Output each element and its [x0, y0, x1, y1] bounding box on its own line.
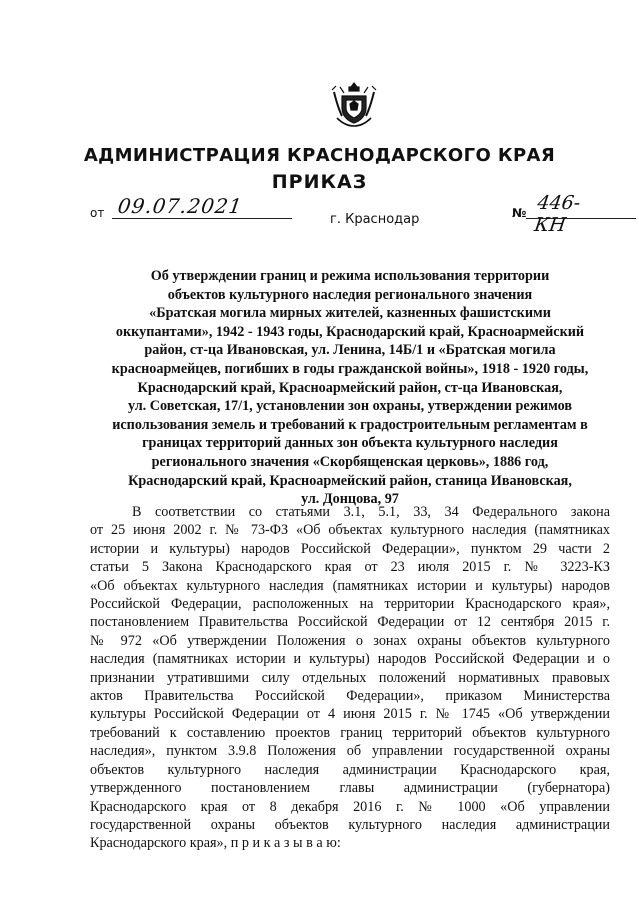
city-name: г. Краснодар	[330, 212, 420, 227]
body-line: Российской Федерации, расположенных на территории Краснодарского края»,	[90, 596, 610, 613]
body-line: утвержденного постановлением главы администрации (губернатора)	[90, 780, 610, 797]
title-line: использования земель и требований к градостроительным регламентам в	[112, 416, 588, 433]
organization-name: АДМИНИСТРАЦИЯ КРАСНОДАРСКОГО КРАЯ	[83, 145, 556, 166]
title-line: район, ст-ца Ивановская, ул. Ленина, 14Б/1 и «Братская могила	[144, 342, 556, 359]
date-number-row	[90, 192, 582, 236]
body-line: № 972 «Об утверждении Положения о зонах охраны объектов культурного	[90, 632, 610, 649]
body-line: от 25 июня 2002 г. № 73-ФЗ «Об объектах культурного наследия (памятниках	[90, 522, 610, 539]
body-line: актов Правительства Российской Федерации», приказом Министерства	[90, 688, 610, 705]
body-line: государственной охраны объектов культурного наследия администрации	[90, 816, 610, 833]
body-line: В соответствии со статьями 3.1, 5.1, 33, 34 Федерального закона	[132, 504, 610, 520]
document-type: ПРИКАЗ	[271, 171, 368, 193]
date-underline	[112, 218, 292, 219]
title-line: ул. Советская, 17/1, установлении зон охраны, утверждении режимов	[127, 398, 573, 415]
title-line: Об утверждении границ и режима использования территории	[150, 268, 550, 284]
body-line: наследия», пунктом 3.9.8 Положения об управлении государственной охраны	[90, 743, 610, 760]
body-line: постановлением Правительства Российской Федерации от 12 сентября 2015 г.	[90, 614, 610, 631]
document-number: 446-КН	[532, 192, 582, 236]
body-line: Краснодарского края», п р и к а з ы в а ю:	[90, 835, 341, 852]
body-line: культуры Российской Федерации от 4 июня 2015 г. № 1745 «Об утверждении	[90, 706, 610, 723]
coat-of-arms-icon	[328, 78, 380, 130]
title-line: красноармейцев, погибших в годы гражданской войны», 1918 - 1920 годы,	[111, 360, 589, 377]
title-line: Краснодарский край, Красноармейский район, станица Ивановская,	[128, 472, 572, 489]
body-line: статьи 5 Закона Краснодарского края от 23 июля 2015 г. № 3223-КЗ	[90, 559, 610, 576]
body-line: «Об объектах культурного наследия (памятниках истории и культуры) народов	[90, 577, 610, 594]
body-line: Краснодарского края от 8 декабря 2016 г. № 1000 «Об управлении	[90, 798, 610, 815]
title-line: оккупантами», 1942 - 1943 годы, Краснодарский край, Красноармейский	[115, 323, 585, 340]
body-line: требований к составлению проектов границ территорий объектов культурного	[90, 724, 610, 741]
document-date: 09.07.2021	[116, 194, 245, 218]
body-line: признании утратившими силу отдельных положений нормативных правовых	[90, 669, 610, 686]
title-line: Краснодарский край, Красноармейский район, ст-ца Ивановская,	[137, 379, 563, 396]
title-line: регионального значения «Скорбященская церковь», 1886 год,	[151, 453, 549, 470]
number-label: №	[512, 206, 527, 220]
body-line: наследия (памятниках истории и культуры) народов Российской Федерации и о	[90, 651, 610, 668]
body-line: объектов культурного наследия администрации Краснодарского края,	[90, 761, 610, 778]
title-line: ул. Донцова, 97	[301, 491, 399, 508]
document-body	[90, 503, 610, 853]
date-label: от	[90, 206, 105, 220]
body-line: истории и культуры) народов Российской Федерации», пунктом 29 части 2	[90, 540, 610, 557]
title-line: границах территорий данных зон объекта культурного наследия	[142, 435, 558, 452]
title-line: объектов культурного наследия регионального значения	[167, 286, 533, 303]
document-title	[95, 267, 605, 509]
title-line: «Братская могила мирных жителей, казненных фашистскими	[149, 305, 551, 322]
